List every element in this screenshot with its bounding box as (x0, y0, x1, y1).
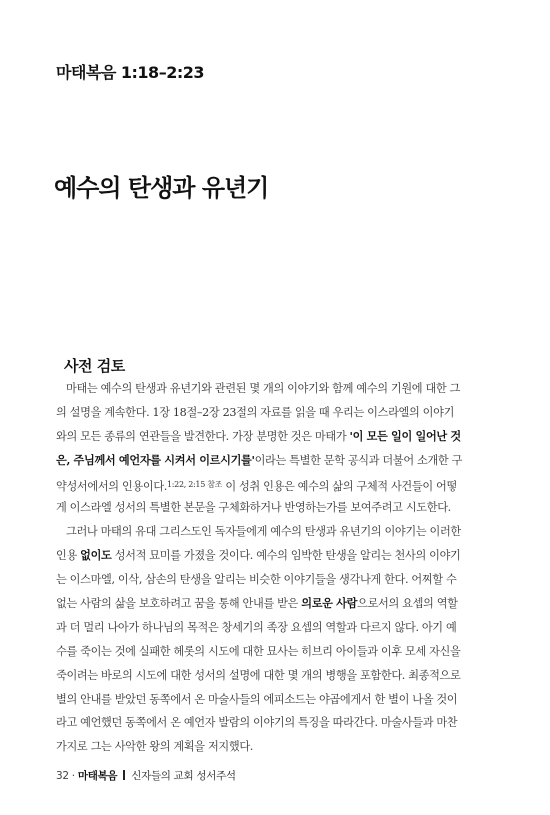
cross-reference: 1:22, 2:15 참조 (166, 479, 223, 489)
text-line: 수를 죽이는 것에 실패한 헤롯의 시도에 대한 묘사는 히브리 아이들과 이후 모세 자신을 (56, 644, 461, 658)
text-line: 가지로 그는 사악한 왕의 계획을 저지했다. (56, 740, 254, 754)
page-footer (56, 768, 236, 783)
text-line: 라고 예언했던 동쪽에서 온 예언자 발람의 이야기의 특징을 따라간다. 마술사들과 마찬 (56, 716, 458, 730)
text-line: 약성서에서의 인용이다.$^{1:22, 2:15 참조}$ 이 성취 인용은 예수의 삶의 구체적 사건들이 어떻 (56, 479, 457, 493)
chapter-reference: 마태복음 1:18–2:23 (56, 63, 204, 82)
body-text (56, 377, 496, 759)
footer-series-title: 신자들의 교회 성서주석 (131, 770, 236, 782)
text-line: 와의 모든 종류의 연관들을 발견한다. 가장 분명한 것은 마태가 '이 모든 일이 일어난 것 (56, 428, 461, 443)
text-line: 과 더 멀리 나아가 하나님의 목적은 창세기의 족장 요셉의 역할과 다르지 않다. 아기 예 (56, 620, 457, 634)
emphasis-word: 의로운 사람 (301, 596, 358, 611)
page-number: 32 · (56, 770, 75, 782)
text-line: 은, 주님께서 예언자를 시켜서 이르시기를'이라는 특별한 문학 공식과 더불어 소개한 구 (56, 452, 463, 467)
text-line: 그러나 마태의 유대 그리스도인 독자들에게 예수의 탄생과 유년기의 이야기는 이러한 (66, 525, 461, 539)
text-line: 인용 없이도 성서적 묘미를 가졌을 것이다. 예수의 임박한 탄생을 알리는 천사의 이야기 (56, 548, 461, 563)
text-line: 없는 사람의 삶을 보호하려고 꿈을 통해 안내를 받은 의로운 사람으로서의 요셉의 역할 (56, 596, 458, 611)
text-line: 죽이려는 바로의 시도에 대한 성서의 설명에 대한 몇 개의 병행을 포함한다. 최종적으로 (56, 668, 461, 682)
chapter-title: 예수의 탄생과 유년기 (54, 174, 269, 202)
footer-book-title: 마태복음 (77, 770, 118, 782)
emphasis-word: 없이도 (80, 548, 112, 563)
emphasis-quote: '이 모든 일이 일어난 것 (349, 428, 461, 443)
text-line: 게 이스라엘 성서의 특별한 본문을 구체화하거나 반영하는가를 보여주려고 시도한다. (56, 501, 451, 515)
footer-divider (123, 770, 125, 780)
text-line: 는 이스마엘, 이삭, 삼손의 탄생을 알리는 비슷한 이야기들을 생각나게 한다. 어찌할 수 (56, 573, 457, 587)
text-line: 마태는 예수의 탄생과 유년기와 관련된 몇 개의 이야기와 함께 예수의 기원에 대한 그 (66, 382, 461, 395)
emphasis-quote: 은, 주님께서 예언자를 시켜서 이르시기를' (56, 452, 255, 467)
section-heading: 사전 검토 (64, 357, 125, 375)
text-line: 의 설명을 계속한다. 1장 18절–2장 23절의 자료를 읽을 때 우리는 이스라엘의 이야기 (56, 405, 455, 419)
text-line: 별의 안내를 받았던 동쪽에서 온 마술사들의 에피소드는 야곱에게서 한 별이 나올 것이 (56, 692, 458, 706)
